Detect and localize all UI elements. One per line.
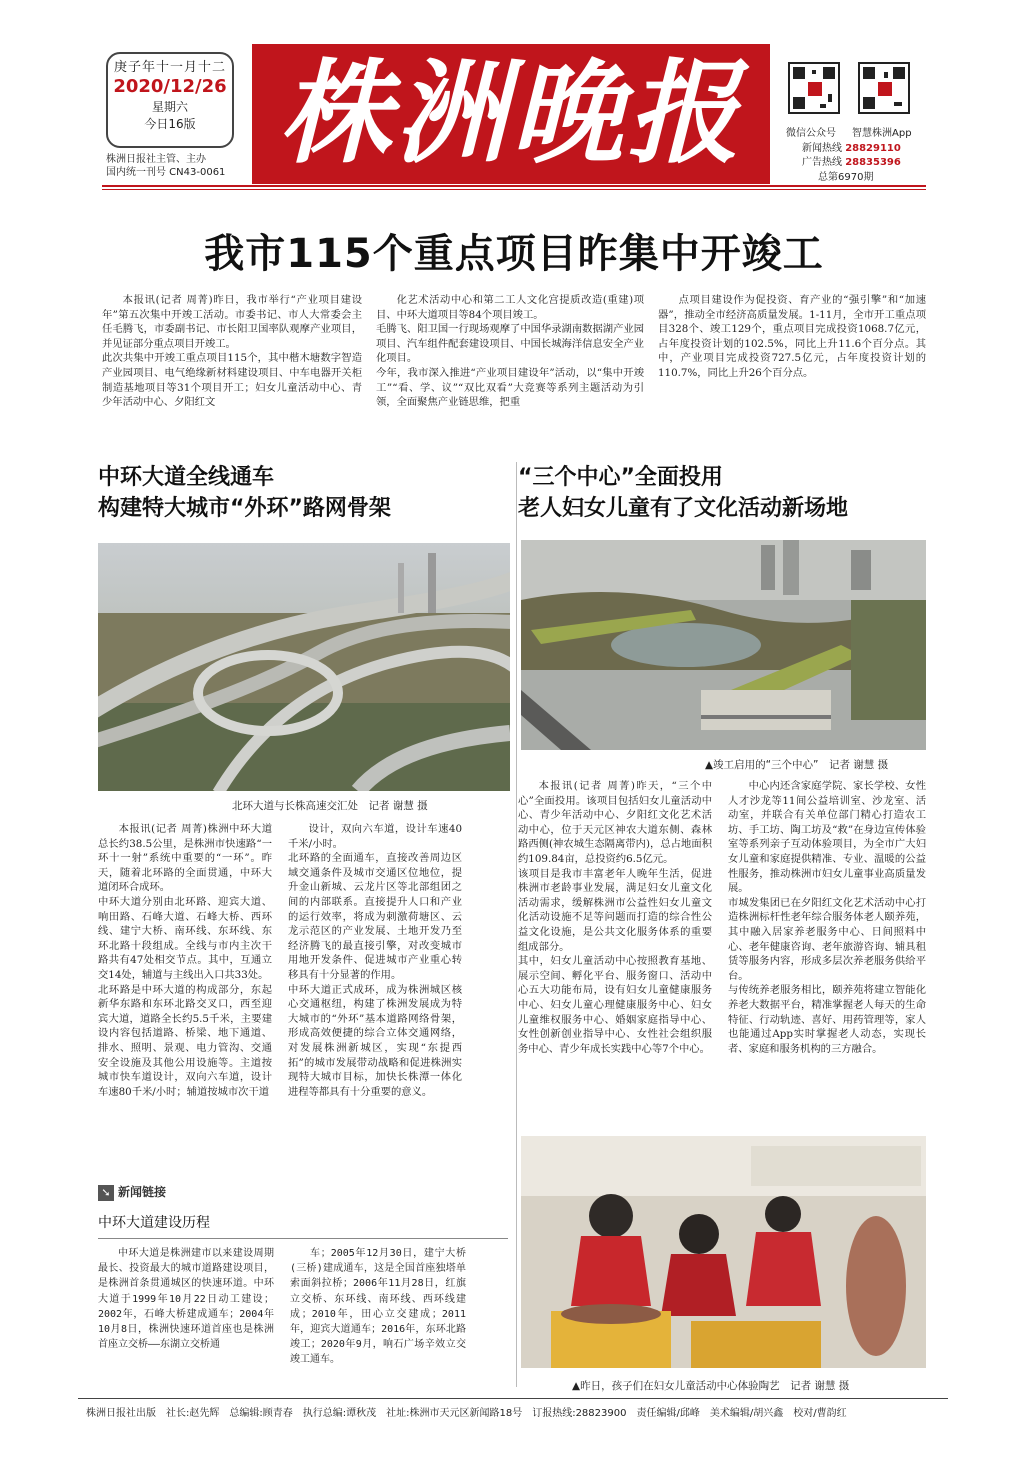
sponsor-info <box>106 153 225 179</box>
news-link-tag <box>98 1183 166 1201</box>
publication-date: 2020/12/26 <box>113 76 227 97</box>
left-headline-line2: 构建特大城市“外环”路网骨架 <box>98 496 391 521</box>
interchange-photo <box>98 543 510 791</box>
news-hotline-label: 新闻热线 <box>802 143 842 154</box>
wechat-qr-icon <box>788 62 840 114</box>
lunar-date: 庚子年十一月十二 <box>113 60 226 75</box>
lead-headline: 我市115个重点项目昨集中开竣工 <box>204 231 824 277</box>
pottery-photo-caption: ▲昨日，孩子们在妇女儿童活动中心体验陶艺 记者 谢慧 摄 <box>572 1380 850 1392</box>
newspaper-title: 株洲晚报 <box>279 48 743 179</box>
ad-hotline-number: 28835396 <box>845 157 901 168</box>
news-link-rule <box>98 1238 508 1239</box>
news-link-label: 新闻链接 <box>118 1185 167 1199</box>
right-column-2: 中心内还含家庭学院、家长学校、女性人才沙龙等11间公益培训室、沙龙室、活动室，并联合有关单位部门精心打造农工坊、手工坊、陶工坊及“救”在身边宣传体验室等系列亲子互动体验项目，为全市广大妇女儿童和家庭提供精准、专业、温暖的公益性服务，推动株洲市妇女儿童事业高质量发展。 市城发集团已在夕阳红文化艺术活动中心打造株洲标杆性老年综合服务体老人颐养苑，其中融入居家养老服务中心、日间照料中心、老年健康咨询、老年旅游咨询、辅具租赁等服务内容，形成多层次养老服务供给平台。 与传统养老服务相比，颐养苑将建立智能化养老大数据平台，精准掌握老人每天的生命特征、行动轨迹、喜好、用药管理等，家人也能通过App实时掌握老人动态，实现长者、家庭和服务机构的三方融合。 <box>728 780 926 1055</box>
news-link-column-1: 中环大道是株洲建市以来建设周期最长、投资最大的城市道路建设项目，是株洲首条贯通城区的快速环道。中环大道于1999年10月22日动工建设；2002年，石峰大桥建成通车；2004年10月8日，株洲快速环道首座也是株洲首座立交桥——东湖立交桥通 <box>98 1248 274 1351</box>
three-centers-photo-caption: ▲竣工启用的“三个中心” 记者 谢慧 摄 <box>705 759 889 771</box>
interchange-photo-caption: 北环大道与长株高速交汇处 记者 谢慧 摄 <box>232 800 428 812</box>
arrow-icon: ➘ <box>98 1185 114 1201</box>
footer-credits: 株洲日报社出版 社长:赵先辉 总编辑:顾青春 执行总编:谭秋茂 社址:株洲市天元区新闻路18号 订报热线:28823900 责任编辑/邱峰 美术编辑/胡兴鑫 校对/曹韵红 <box>86 1408 847 1419</box>
masthead-rule-thin <box>102 189 926 190</box>
left-headline-line1: 中环大道全线通车 <box>98 465 275 490</box>
news-hotline-number: 28829110 <box>845 143 901 154</box>
footer-rule <box>78 1398 948 1399</box>
app-qr-label: 智慧株洲App <box>852 128 912 139</box>
right-headline-line2: 老人妇女儿童有了文化活动新场地 <box>518 496 849 521</box>
ad-hotline-label: 广告热线 <box>802 157 842 168</box>
lead-column-1: 本报讯(记者 周菁)昨日，我市举行“产业项目建设年”第五次集中开竣工活动。市委书记、市人大常委会主任毛腾飞，市委副书记、市长阳卫国率队观摩产业项目，并见证部分重点项目开竣工。 此次共集中开竣工重点项目115个，其中楷木塘数字智造产业园项目、电气绝缘新材料建设项目、中车电器开关柜制造基地项目等31个项目开工；妇女儿童活动中心、青少年活动中心、夕阳红文 <box>102 294 362 409</box>
sponsor-line: 株洲日报社主管、主办 <box>106 154 206 165</box>
right-headline-line1: “三个中心”全面投用 <box>518 465 723 490</box>
wechat-qr-label: 微信公众号 <box>786 128 836 139</box>
news-hotline <box>802 139 901 154</box>
date-box <box>106 52 234 148</box>
masthead-title-block <box>252 44 770 184</box>
app-qr-icon <box>858 62 910 114</box>
issn-line: 国内统一刊号 CN43-0061 <box>106 167 226 178</box>
news-link-column-2: 车；2005年12月30日，建宁大桥(三桥)建成通车，这是全国首座独塔单索面斜拉桥；2006年11月28日，红旗立交桥、东环线、南环线、西环线建成；2010年，田心立交建成；2011年，迎宾大道通车；2016年，东环北路竣工；2020年9月，响石广场辛效立交竣工通车。 <box>290 1248 466 1366</box>
right-column-1: 本报讯(记者 周菁)昨天，“三个中心”全面投用。该项目包括妇女儿童活动中心、青少年活动中心、夕阳红文化艺术活动中心，位于天元区神农大道东侧、森林路西侧(神农城生态隔离带内)，总占地面积约109.84亩，总投资约6.5亿元。 该项目是我市丰富老年人晚年生活，促进株洲市老龄事业发展，满足妇女儿童文化活动需求，缓解株洲市公益性妇女儿童文化活动设施不足等问题而打造的综合性公益文化设施，是公共文化服务体系的重要组成部分。 其中，妇女儿童活动中心按照教育基地、展示空间、孵化平台、服务窗口、活动中心五大功能布局，设有妇女儿童健康服务中心、妇女儿童心理健康服务中心、妇女儿童维权服务中心、婚姻家庭指导中心、女性创新创业指导中心、女性社会组织服务中心、青少年成长实践中心等7个中心。 <box>518 780 712 1055</box>
left-column-2: 设计，双向六车道，设计车速40千米/小时。 北环路的全面通车，直接改善周边区域交通条件及城市交通区位地位，提升金山新城、云龙片区等北部组团之间的内部联系。直接提升人口和产业的运行效率，将成为刺激荷塘区、云龙示范区的产业发展、土地开发乃至经济腾飞的最直接引擎，对改变城市用地开发条件、促进城市产业重心转移具有十分显著的作用。 中环大道正式成环，成为株洲城区核心交通枢纽，构建了株洲发展成为特大城市的“外环”基本道路网络骨架，形成高效便捷的综合立体交通网络，对发展株洲新城区，实现“东提西拓”的城市发展带动战略和促进株洲实现特大城市目标，加快长株潭一体化进程等都具有十分重要的意义。 <box>288 823 462 1098</box>
left-column-1: 本报讯(记者 周菁)株洲中环大道总长约38.5公里，是株洲市快速路“一环十一射”系统中重要的“一环”。昨天，随着北环路的全面贯通，中环大道闭环合成环。 中环大道分别由北环路、迎宾大道、响田路、石峰大道、石峰大桥、西环线、建宁大桥、南环线、东环线、东环北路十段组成。全线与市内主次干路共有47处相交节点。其中，互通立交14处，辅道与主线出入口共33处。 北环路是中环大道的构成部分，东起新华东路和东环北路交叉口，西至迎宾大道，道路全长约5.5千米，主要建设内容包括道路、桥梁、地下通道、排水、照明、景观、电力管沟、交通安全设施及其他公用设施等。主道按城市快车道设计，双向六车道，设计车速80千米/小时；辅道按城市次干道 <box>98 823 272 1098</box>
weekday: 星期六 <box>151 100 188 114</box>
issue-number: 总第6970期 <box>818 172 874 183</box>
masthead-rule <box>102 185 926 187</box>
page-count: 今日16版 <box>144 117 196 131</box>
three-centers-photo <box>521 540 926 750</box>
ad-hotline <box>802 153 901 168</box>
news-link-title: 中环大道建设历程 <box>98 1215 210 1231</box>
column-divider <box>516 462 517 1387</box>
lead-column-2: 化艺术活动中心和第二工人文化宫提质改造(重建)项目、中环大道项目等84个项目竣工。 毛腾飞、阳卫国一行现场观摩了中国华录湖南数据湖产业园项目、汽车组件配套建设项目、中国长城海洋信息安全产业化项目。 今年，我市深入推进“产业项目建设年”活动，以“集中开竣工”“看、学、议”“双比双看”大竞赛等系列主题活动为引领，全面聚焦产业链思维，把重 <box>376 294 644 409</box>
lead-column-3: 点项目建设作为促投资、育产业的“强引擎”和“加速器”，推动全市经济高质量发展。1-11月，全市开工重点项目328个、竣工129个，重点项目完成投资1068.7亿元，占年度投资计划的102.5%，同比上升11.6个百分点。其中，产业项目完成投资727.5亿元，占年度投资计划的110.7%，同比上升26个百分点。 <box>658 294 926 379</box>
pottery-photo <box>521 1136 926 1368</box>
